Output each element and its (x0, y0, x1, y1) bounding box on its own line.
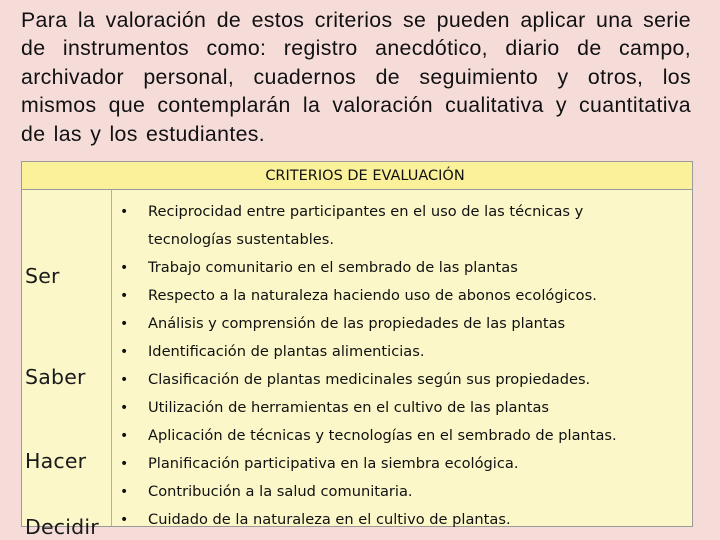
bullet-icon: • (120, 288, 129, 304)
bullet-icon: • (120, 512, 129, 528)
bullet-icon: • (120, 204, 129, 220)
bullet-icon: • (120, 484, 129, 500)
criterion-text: Reciprocidad entre participantes en el uso de las técnicas y tecnologías sustentables. (148, 203, 584, 248)
table-body (22, 190, 692, 539)
criterion-item (112, 394, 686, 422)
criterion-item (112, 338, 686, 366)
bullet-icon: • (120, 428, 129, 444)
criterion-text: Identificación de plantas alimenticias. (148, 343, 425, 360)
bullet-icon: • (120, 400, 129, 416)
bullet-icon: • (120, 372, 129, 388)
criterion-item (112, 366, 686, 394)
criteria-list (112, 198, 686, 534)
criterion-text: Análisis y comprensión de las propiedades de las plantas (148, 315, 566, 332)
intro-paragraph: Para la valoración de estos criterios se pueden aplicar una serie de instrumentos como: registro anecdótico, diario de campo, archivador personal, cuadernos de seguimiento y otros, los mismos que contemplarán la valoración cualitativa y cuantitativa de las y los estudiantes. (21, 8, 691, 146)
criterion-text: Respecto a la naturaleza haciendo uso de abonos ecológicos. (148, 287, 597, 304)
criterion-text: Contribución a la salud comunitaria. (148, 483, 413, 500)
category-ser: Ser (25, 264, 60, 288)
criterion-text: Aplicación de técnicas y tecnologías en el sembrado de plantas. (148, 427, 617, 444)
criterion-text: Cuidado de la naturaleza en el cultivo de plantas. (148, 511, 511, 528)
criterion-item (112, 310, 686, 338)
evaluation-criteria-table (21, 161, 693, 539)
bullet-icon: • (120, 260, 129, 276)
criterion-text: Utilización de herramientas en el cultivo de las plantas (148, 399, 550, 416)
criterion-item (112, 422, 686, 450)
criterion-item (112, 198, 648, 254)
criterion-item (112, 282, 686, 310)
criterion-item (112, 254, 686, 282)
bullet-icon: • (120, 316, 129, 332)
category-decidir: Decidir (25, 515, 99, 539)
bullet-icon: • (120, 344, 129, 360)
category-hacer: Hacer (25, 449, 87, 473)
criterion-item (112, 506, 686, 534)
criterion-text: Trabajo comunitario en el sembrado de las plantas (148, 259, 518, 276)
category-saber: Saber (25, 365, 86, 389)
criterion-text: Planificación participativa en la siembra ecológica. (148, 455, 519, 472)
criterion-item (112, 450, 686, 478)
bullet-icon: • (120, 456, 129, 472)
criterion-item (112, 478, 686, 506)
table-header: CRITERIOS DE EVALUACIÓN (22, 162, 692, 190)
criterion-text: Clasificación de plantas medicinales según sus propiedades. (148, 371, 591, 388)
